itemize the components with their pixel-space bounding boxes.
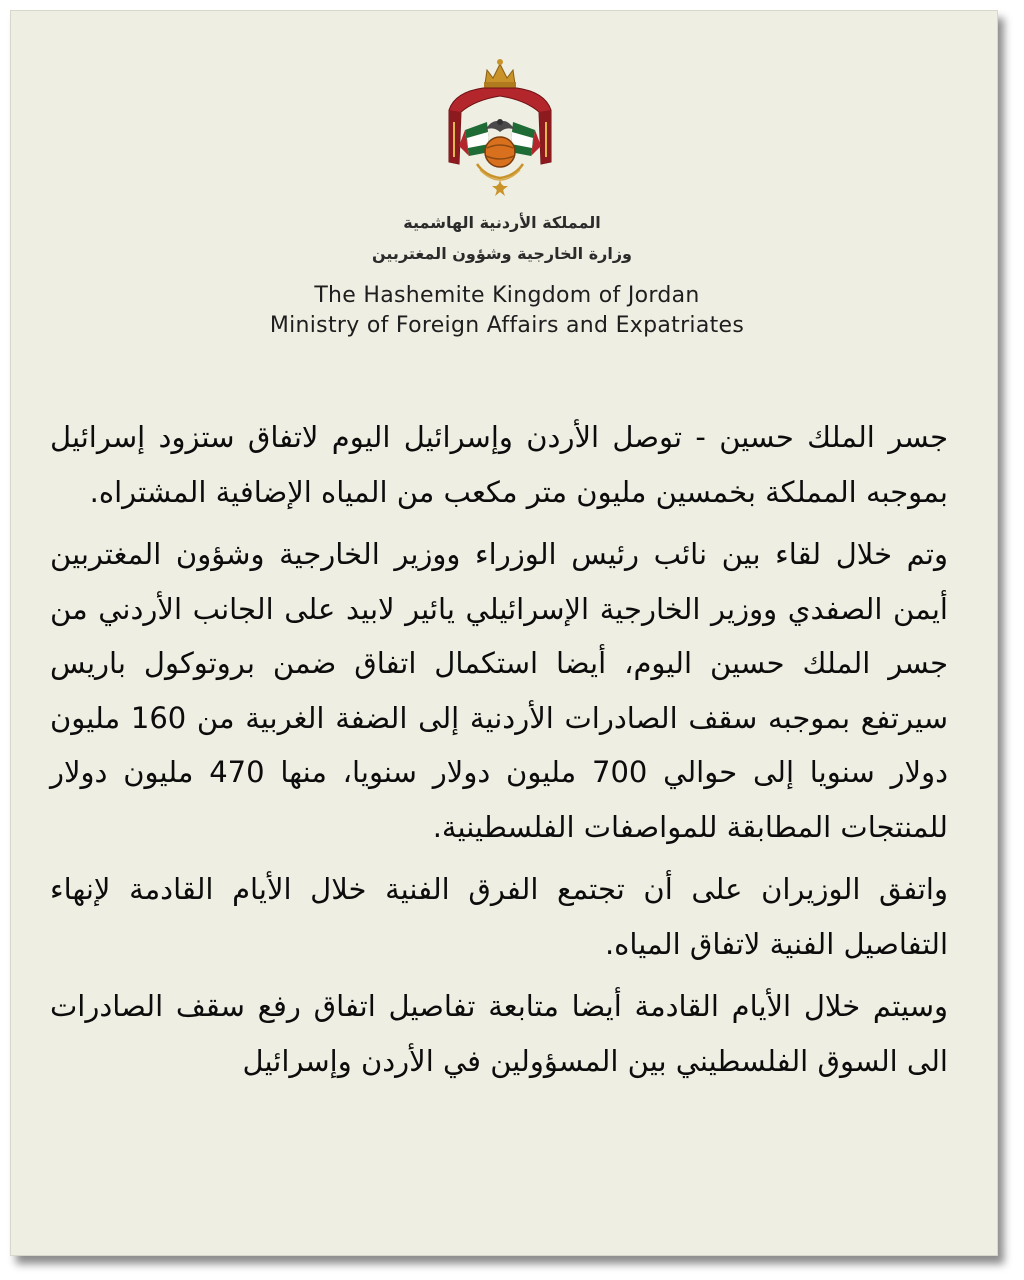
paragraph: جسر الملك حسين - توصل الأردن وإسرائيل اليوم لاتفاق ستزود إسرائيل بموجبه المملكة بخمسين مليون متر مكعب من المياه الإضافية المشتراه. xyxy=(50,420,948,509)
paragraph: واتفق الوزيران على أن تجتمع الفرق الفنية خلال الأيام القادمة لإنهاء التفاصيل الفنية لاتفاق المياه. xyxy=(50,872,948,961)
jordan-coat-of-arms-icon xyxy=(435,52,565,202)
eagle-icon xyxy=(485,119,515,132)
medal-icon xyxy=(492,180,508,196)
paragraph: وتم خلال لقاء بين نائب رئيس الوزراء ووزير الخارجية وشؤون المغتربين أيمن الصفدي ووزير الخارجية الإسرائيلي يائير لابيد على الجانب الأردني من جسر الملك حسين اليوم، أيضا استكمال اتفاق ضمن بروتوكول باريس سيرتفع بموجبه سقف الصادرات الأردنية إلى الضفة الغربية من 160 مليون دولار سنويا إلى حوالي 700 مليون دولار سنويا، منها 470 مليون دولار للمنتجات المطابقة للمواصفات الفلسطينية. xyxy=(50,537,949,844)
paragraph: وسيتم خلال الأيام القادمة أيضا متابعة تفاصيل اتفاق رفع سقف الصادرات الى السوق الفلسطيني بين المسؤولين في الأردن وإسرائيل xyxy=(50,989,948,1078)
header-arabic-ministry: وزارة الخارجية وشؤون المغتربين xyxy=(372,244,632,263)
globe-icon xyxy=(485,137,515,167)
header-arabic-kingdom: المملكة الأردنية الهاشمية xyxy=(403,213,601,232)
statement-body xyxy=(50,410,948,1096)
header-english-ministry: Ministry of Foreign Affairs and Expatriates xyxy=(269,313,745,338)
crown-icon xyxy=(484,59,516,88)
header-english-kingdom: The Hashemite Kingdom of Jordan xyxy=(314,283,700,308)
